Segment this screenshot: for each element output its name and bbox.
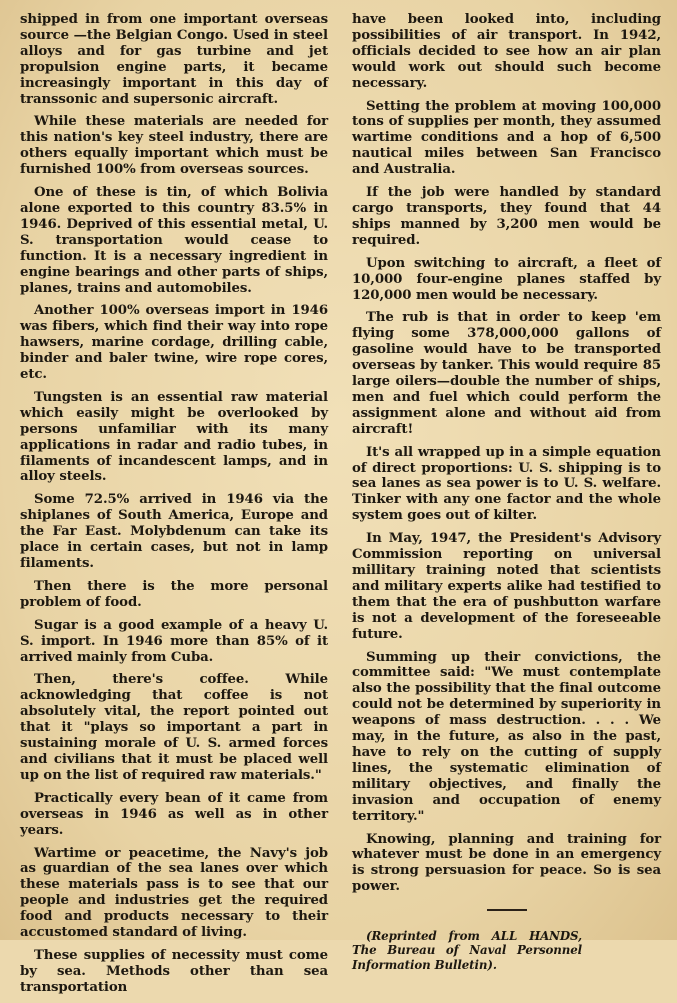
paragraph: Summing up their convictions, the committee said: "We must contemplate also the possibility that the final outcome could not be determined by superiority in weapons of mass destruction. . . . We may, in the future, as also in the past, have to rely on the cutting of supply lines, the systematic elimination of military objectives, and finally the invasion and occupation of enemy territory." (352, 649, 661, 824)
paragraph: The rub is that in order to keep 'em flying some 378,000,000 gallons of gasoline would have to be transported overseas by tanker. This would require 85 large oilers—double the number of ships, men and fuel which could perform the assignment alone and without aid from aircraft! (352, 310, 661, 437)
paragraph: shipped in from one important overseas source —the Belgian Congo. Used in steel alloys and for gas turbine and jet propulsion engine parts, it became increasingly important in this day of transsonic and supersonic aircraft. (20, 12, 328, 107)
paragraph: Tungsten is an essential raw material which easily might be overlooked by persons unfamiliar with its many applications in radar and radio tubes, in filaments of incandescent lamps, and in alloy steels. (20, 389, 328, 485)
paragraph: Then, there's coffee. While acknowledging that coffee is not absolutely vital, the report pointed out that it "plays so important a part in sustaining morale of U. S. armed forces and civilians that it must be placed well up on the list of required raw materials." (20, 672, 328, 783)
left-column (20, 12, 328, 1003)
paragraph: It's all wrapped up in a simple equation of direct proportions: U. S. shipping is to sea lanes as sea power is to U. S. welfare. Tinker with any one factor and the whole system goes out of kilter. (352, 444, 661, 524)
paragraph: If the job were handled by standard cargo transports, they found that 44 ships manned by 3,200 men would be required. (352, 185, 661, 248)
paragraph: While these materials are needed for this nation's key steel industry, there are others equally important which must be furnished 100% from overseas sources. (20, 114, 328, 178)
paragraph: One of these is tin, of which Bolivia alone exported to this country 83.5% in 1946. Deprived of this essential metal, U. S. transportation would cease to function. It is a necessary ingredient in engine bearings and other parts of ships, planes, trains and automobiles. (20, 185, 328, 296)
paragraph: In May, 1947, the President's Advisory Commission reporting on universal millitary training noted that scientists and military experts alike had testified to them that the era of pushbutton warfare is not a development of the foreseeable future. (352, 531, 661, 642)
paragraph: Wartime or peacetime, the Navy's job as guardian of the sea lanes over which these materials pass is to see that our people and industries get the required food and products necessary to their accustomed standard of living. (20, 845, 328, 941)
paragraph: have been looked into, including possibilities of air transport. In 1942, officials decided to see how an air plan would work out should such become necessary. (352, 12, 661, 91)
reprint-credit: (Reprinted from ALL HANDS, The Bureau of Naval Personnel Information Bulletin). (352, 929, 582, 972)
paragraph: Another 100% overseas import in 1946 was fibers, which find their way into rope hawsers, marine cordage, drilling cable, binder and baler twine, wire rope cores, etc. (20, 303, 328, 383)
right-column (352, 12, 661, 979)
paragraph: Upon switching to aircraft, a fleet of 10,000 four-engine planes staffed by 120,000 men would be necessary. (352, 255, 661, 303)
divider-rule (487, 909, 527, 911)
paragraph: Knowing, planning and training for whatever must be done in an emergency is strong persuasion for peace. So is sea power. (352, 831, 661, 895)
paragraph: These supplies of necessity must come by sea. Methods other than sea transportation (20, 947, 328, 995)
paragraph: Practically every bean of it came from overseas in 1946 as well as in other years. (20, 790, 328, 838)
paragraph: Then there is the more personal problem of food. (20, 578, 328, 610)
paragraph: Setting the problem at moving 100,000 tons of supplies per month, they assumed wartime conditions and a hop of 6,500 nautical miles between San Francisco and Australia. (352, 98, 661, 178)
paragraph: Some 72.5% arrived in 1946 via the shiplanes of South America, Europe and the Far East. Molybdenum can take its place in certain cases, but not in lamp filaments. (20, 492, 328, 571)
paragraph: Sugar is a good example of a heavy U. S. import. In 1946 more than 85% of it arrived mainly from Cuba. (20, 617, 328, 665)
